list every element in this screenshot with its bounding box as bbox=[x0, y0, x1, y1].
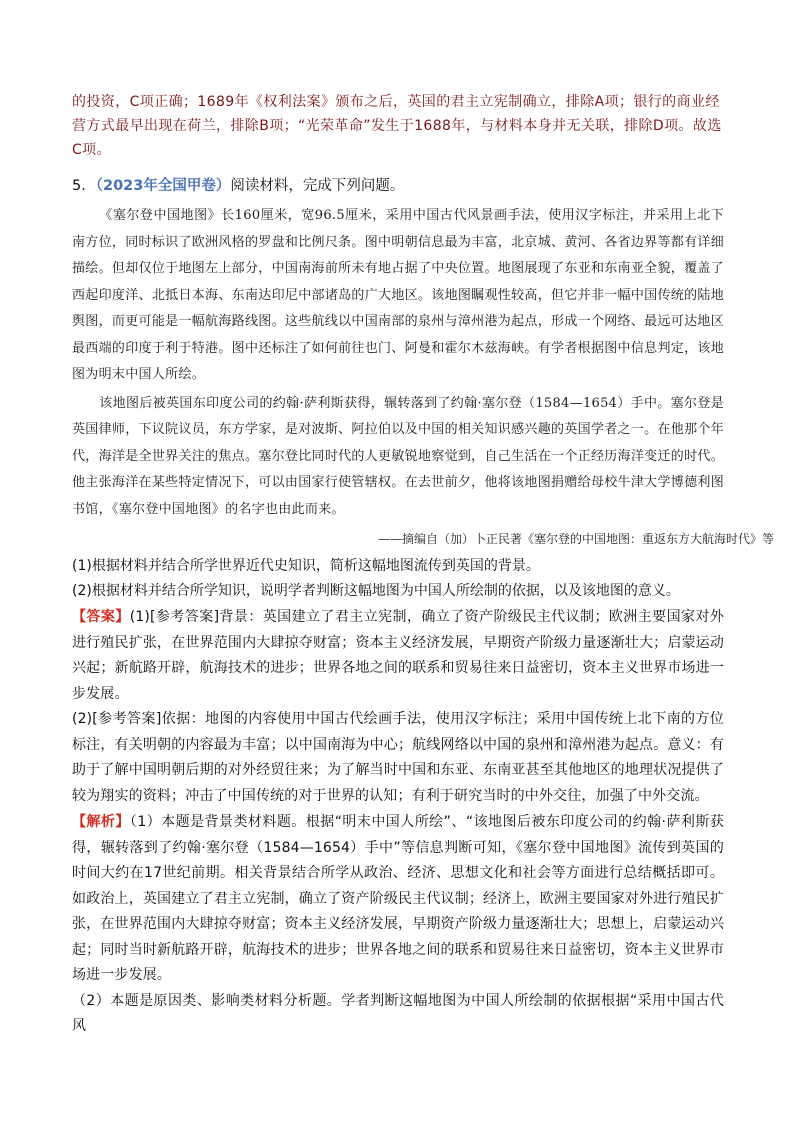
previous-answer-explanation: 的投资，C项正确；1689年《权利法案》颁布之后，英国的君主立宪制确立，排除A项；银行的商业经营方式最早出现在荷兰，排除B项；“光荣革命”发生于1688年，与材料本身并无关联，排除D项。故选C项。 bbox=[72, 94, 722, 158]
analysis-part-1: 【解析】（1）本题是背景类材料题。根据“明末中国人所绘”、“该地图后被东印度公司的约翰·萨利斯获得，辗转落到了约翰·塞尔登（1584—1654）手中”等信息判断可知，《塞尔登中国地图》流传到英国的时间大约在17世纪前期。相关背景结合所学从政治、经济、思想文化和社会等方面进行总结概括即可。如政治上，英国建立了君主立宪制，确立了资产阶级民主代议制；经济上，欧洲主要国家对外进行殖民扩张，在世界范围内大肆掠夺财富；资本主义经济发展，早期资产阶级力量逐渐壮大；思想上，启蒙运动兴起；同时当时新航路开辟，航海技术的进步；世界各地之间的联系和贸易往来日益密切，资本主义世界市场进一步发展。 bbox=[72, 814, 724, 983]
answer-part-1: 【答案】(1)[参考答案]背景：英国建立了君主立宪制，确立了资产阶级民主代议制；欧洲主要国家对外进行殖民扩张，在世界范围内大肆掠夺财富；资本主义经济发展，早期资产阶级力量逐渐壮大；启蒙运动兴起；新航路开辟，航海技术的进步；世界各地之间的联系和贸易往来日益密切，资本主义世界市场进一步发展。 bbox=[72, 609, 724, 702]
subquestion-1: (1)根据材料并结合所学世界近代史知识，简析这幅地图流传到英国的背景。 bbox=[72, 558, 540, 574]
question-prompt: 阅读材料，完成下列问题。 bbox=[230, 178, 405, 194]
answer-part-2: (2)[参考答案]依据：地图的内容使用中国古代绘画手法，使用汉字标注；采用中国传统上北下南的方位标注，有关明朝的内容最为丰富；以中国南海为中心；航线网络以中国的泉州和漳州港为起点。意义：有助于了解中国明朝后期的对外经贸往来；为了解当时中国和东亚、东南亚甚至其他地区的地理状况提供了较为翔实的资料；冲击了中国传统的对于世界的认知；有利于研究当时的中外交往，加强了中外交流。 bbox=[72, 711, 724, 804]
analysis-part-2: （2）本题是原因类、影响类材料分析题。学者判断这幅地图为中国人所绘制的依据根据“采用中国古代风 bbox=[72, 992, 724, 1034]
question-heading bbox=[72, 173, 722, 199]
answer-label: 【答案】 bbox=[72, 609, 130, 625]
material-citation: ——摘编自（加）卜正民著《塞尔登的中国地图：重返东方大航海时代》等 bbox=[377, 532, 774, 546]
analysis-label: 【解析】 bbox=[72, 814, 130, 830]
material-paragraph-2: 该地图后被英国东印度公司的约翰·萨利斯获得，辗转落到了约翰·塞尔登（1584—1654）手中。塞尔登是英国律师，下议院议员，东方学家，是对波斯、阿拉伯以及中国的相关知识感兴趣的英国学者之一。在他那个年代，海洋是全世界关注的焦点。塞尔登比同时代的人更敏锐地察觉到，自己生活在一个正经历海洋变迁的时代。他主张海洋在某些特定情况下，可以由国家行使管辖权。在去世前夕，他将该地图捐赠给母校牛津大学博德利图书馆，《塞尔登中国地图》的名字也由此而来。 bbox=[72, 395, 724, 517]
material-paragraph-1: 《塞尔登中国地图》长160厘米，宽96.5厘米，采用中国古代风景画手法，使用汉字标注，并采用上北下南方位，同时标识了欧洲风格的罗盘和比例尺条。图中明朝信息最为丰富，北京城、黄河、各省边界等都有详细描绘。但却仅位于地图左上部分，中国南海前所未有地占据了中央位置。地图展现了东亚和东南亚全貌，覆盖了西起印度洋、北抵日本海、东南达印尼中部诸岛的广大地区。该地图瞩观性较高，但它并非一幅中国传统的陆地舆图，而更可能是一幅航海路线图。这些航线以中国南部的泉州与漳州港为起点，形成一个网络、最远可达地区最西端的印度于利于特港。图中还标注了如何前往也门、阿曼和霍尔木兹海峡。有学者根据图中信息判定，该地图为明末中国人所绘。 bbox=[72, 208, 724, 382]
source-material bbox=[72, 203, 724, 523]
question-number: 5． bbox=[72, 178, 96, 194]
analysis-section bbox=[72, 810, 724, 1040]
subquestion-2: (2)根据材料并结合所学知识，说明学者判断这幅地图为中国人所绘制的依据，以及该地图的意义。 bbox=[72, 583, 680, 599]
question-source: （2023年全国甲卷） bbox=[95, 178, 231, 194]
answer-section bbox=[72, 605, 724, 809]
